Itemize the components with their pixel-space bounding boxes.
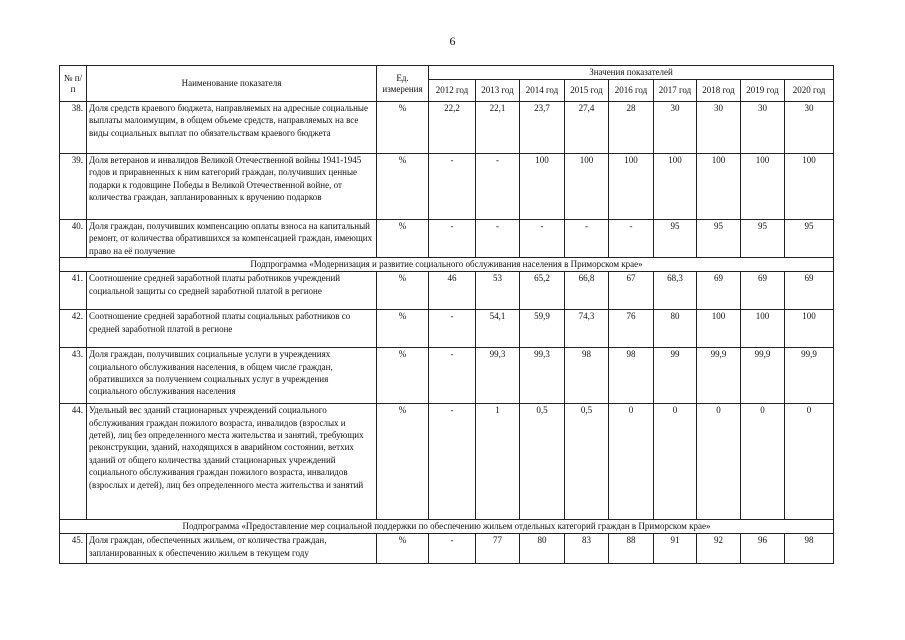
header-name: Наименование показателя [87, 66, 377, 102]
section-title: Подпрограмма «Предоставление мер социальной поддержки по обеспечению жильем отдельных категорий граждан в Приморском крае» [60, 520, 834, 534]
table-row [60, 348, 834, 404]
value-cell: 100 [741, 154, 785, 220]
value-cell: 30 [697, 102, 741, 154]
value-cell: - [429, 404, 476, 520]
value-cell: 77 [476, 534, 520, 564]
value-cell: 65,2 [520, 272, 565, 310]
section-row [60, 258, 834, 272]
value-cell: - [429, 534, 476, 564]
value-cell: 22,2 [429, 102, 476, 154]
value-cell: 28 [609, 102, 654, 154]
unit-cell: % [377, 534, 429, 564]
indicator-name: Соотношение средней заработной платы социальных работников со средней заработной платой в регионе [87, 310, 377, 348]
value-cell: 99,9 [741, 348, 785, 404]
table-row [60, 404, 834, 520]
value-cell: 46 [429, 272, 476, 310]
value-cell: 0 [654, 404, 697, 520]
value-cell: 100 [785, 310, 834, 348]
value-cell: 99 [654, 348, 697, 404]
row-number: 43. [60, 348, 87, 404]
value-cell: 100 [520, 154, 565, 220]
value-cell: 67 [609, 272, 654, 310]
value-cell: 53 [476, 272, 520, 310]
header-year: 2016 год [609, 80, 654, 102]
unit-cell: % [377, 404, 429, 520]
unit-cell: % [377, 348, 429, 404]
indicator-name: Доля средств краевого бюджета, направляемых на адресные социальные выплаты малоимущим, в общем объеме средств, направляемых на все виды социальных выплат по обязательствам краевого бюджета [87, 102, 377, 154]
header-year: 2017 год [654, 80, 697, 102]
indicator-name: Соотношение средней заработной платы работников учреждений социальной защиты со средней заработной платой в регионе [87, 272, 377, 310]
value-cell: 80 [520, 534, 565, 564]
row-number: 45. [60, 534, 87, 564]
table-row [60, 220, 834, 258]
unit-cell: % [377, 154, 429, 220]
value-cell: 0 [697, 404, 741, 520]
section-title: Подпрограмма «Модернизация и развитие социального обслуживания населения в Приморском крае» [60, 258, 834, 272]
indicator-name: Удельный вес зданий стационарных учреждений социального обслуживания граждан пожилого возраста, инвалидов (взрослых и детей), лиц без определенного места жительства и занятий, требующих реконструкции, зданий, находящихся в аварийном состоянии, ветхих зданий от общего количества зданий стационарных учреждений социального обслуживания граждан пожилого возраста, инвалидов (взрослых и детей), лиц без определенного места жительства и занятий [87, 404, 377, 520]
header-year: 2018 год [697, 80, 741, 102]
page-number: 6 [449, 34, 456, 48]
header-unit: Ед. измерения [377, 66, 429, 102]
value-cell: - [429, 348, 476, 404]
value-cell: 27,4 [565, 102, 609, 154]
table-body [60, 102, 834, 564]
header-year: 2019 год [741, 80, 785, 102]
value-cell: 96 [741, 534, 785, 564]
header-year: 2012 год [429, 80, 476, 102]
value-cell: - [429, 310, 476, 348]
value-cell: 30 [741, 102, 785, 154]
table-row [60, 102, 834, 154]
value-cell: 99,3 [520, 348, 565, 404]
section-row [60, 520, 834, 534]
value-cell: 88 [609, 534, 654, 564]
row-number: 41. [60, 272, 87, 310]
header-year: 2013 год [476, 80, 520, 102]
value-cell: 0 [741, 404, 785, 520]
header-values-group: Значения показателей [429, 66, 834, 80]
unit-cell: % [377, 310, 429, 348]
row-number: 40. [60, 220, 87, 258]
value-cell: 0,5 [520, 404, 565, 520]
table-row [60, 154, 834, 220]
indicator-name: Доля граждан, получивших социальные услуги в учреждениях социального обслуживания населения, в общем числе граждан, обратившихся за получением социальных услуг в учреждения социального обслуживания населения [87, 348, 377, 404]
value-cell: 100 [697, 154, 741, 220]
value-cell: 95 [697, 220, 741, 258]
value-cell: - [520, 220, 565, 258]
value-cell: 74,3 [565, 310, 609, 348]
indicator-name: Доля граждан, обеспеченных жильем, от количества граждан, запланированных к обеспечению жильем в текущем году [87, 534, 377, 564]
unit-cell: % [377, 272, 429, 310]
value-cell: 99,9 [697, 348, 741, 404]
value-cell: 69 [741, 272, 785, 310]
value-cell: 100 [697, 310, 741, 348]
value-cell: 0,5 [565, 404, 609, 520]
value-cell: 100 [609, 154, 654, 220]
value-cell: 98 [609, 348, 654, 404]
value-cell: 83 [565, 534, 609, 564]
value-cell: 68,3 [654, 272, 697, 310]
row-number: 39. [60, 154, 87, 220]
indicators-table [59, 65, 834, 564]
value-cell: 22,1 [476, 102, 520, 154]
row-number: 44. [60, 404, 87, 520]
row-number: 42. [60, 310, 87, 348]
value-cell: 66,8 [565, 272, 609, 310]
value-cell: - [565, 220, 609, 258]
indicator-name: Доля ветеранов и инвалидов Великой Отечественной войны 1941-1945 годов и приравненных к ним категорий граждан, получивших ценные подарки к годовщине Победы в Великой Отечественной войне, от количества граждан, запланированных к вручению подарков [87, 154, 377, 220]
value-cell: 99,3 [476, 348, 520, 404]
table-row [60, 534, 834, 564]
value-cell: - [476, 220, 520, 258]
indicator-name: Доля граждан, получивших компенсацию оплаты взноса на капитальный ремонт, от количества обратившихся за компенсацией граждан, имеющих право на её получение [87, 220, 377, 258]
value-cell: 95 [654, 220, 697, 258]
header-year: 2020 год [785, 80, 834, 102]
value-cell: 0 [785, 404, 834, 520]
value-cell: 100 [565, 154, 609, 220]
value-cell: 100 [654, 154, 697, 220]
value-cell: 23,7 [520, 102, 565, 154]
value-cell: 99,9 [785, 348, 834, 404]
value-cell: 69 [785, 272, 834, 310]
row-number: 38. [60, 102, 87, 154]
header-year: 2015 год [565, 80, 609, 102]
header-year: 2014 год [520, 80, 565, 102]
value-cell: - [429, 154, 476, 220]
value-cell: - [609, 220, 654, 258]
value-cell: 1 [476, 404, 520, 520]
value-cell: 92 [697, 534, 741, 564]
value-cell: 95 [741, 220, 785, 258]
value-cell: 100 [741, 310, 785, 348]
value-cell: 95 [785, 220, 834, 258]
unit-cell: % [377, 220, 429, 258]
value-cell: - [476, 154, 520, 220]
value-cell: 80 [654, 310, 697, 348]
header-num: № п/п [60, 66, 87, 102]
value-cell: 98 [785, 534, 834, 564]
unit-cell: % [377, 102, 429, 154]
value-cell: 76 [609, 310, 654, 348]
table-row [60, 272, 834, 310]
value-cell: 100 [785, 154, 834, 220]
table-row [60, 310, 834, 348]
value-cell: 91 [654, 534, 697, 564]
value-cell: 0 [609, 404, 654, 520]
value-cell: 30 [654, 102, 697, 154]
value-cell: 69 [697, 272, 741, 310]
value-cell: - [429, 220, 476, 258]
value-cell: 59,9 [520, 310, 565, 348]
value-cell: 54,1 [476, 310, 520, 348]
value-cell: 30 [785, 102, 834, 154]
value-cell: 98 [565, 348, 609, 404]
